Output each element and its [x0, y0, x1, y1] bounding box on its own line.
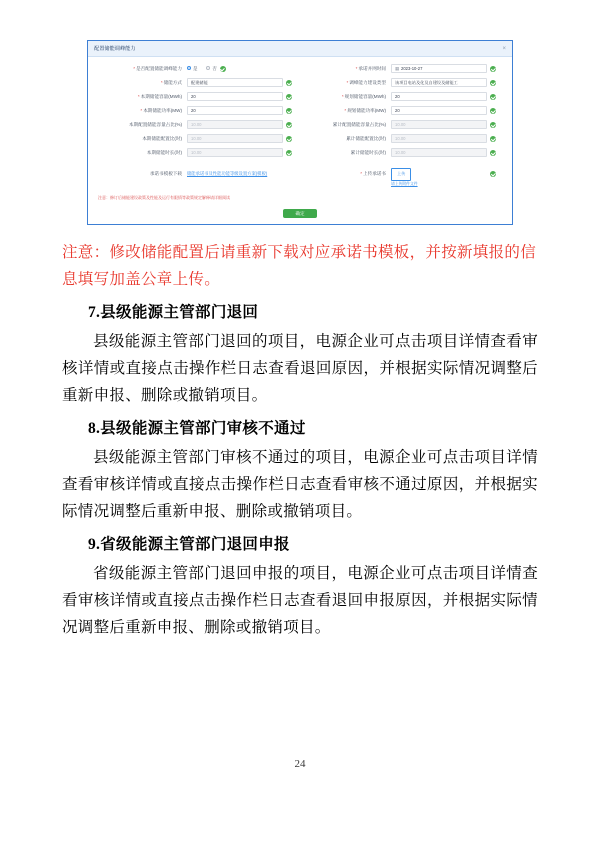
dialog-body	[88, 57, 512, 207]
valid-check-icon	[490, 80, 496, 86]
input-current-power[interactable]: 20	[187, 106, 283, 115]
form-row	[96, 120, 504, 129]
section-heading-7: 7.县级能源主管部门退回	[88, 304, 259, 322]
close-icon[interactable]: ×	[502, 45, 506, 52]
select-storage-mode[interactable]: 配建储能	[187, 78, 283, 87]
submit-button[interactable]: 确定	[283, 209, 316, 219]
form-row	[96, 148, 504, 157]
form-row	[96, 92, 504, 101]
field-grid-connection-date	[300, 64, 504, 73]
radio-group-storage-capability[interactable]	[187, 66, 217, 72]
section-body-7: 县级能源主管部门退回的项目，电源企业可点击项目详情查看审核详情或直接点击操作栏日志查看退回原因，并根据实际情况调整后重新申报、删除或撤销项目。	[62, 333, 538, 405]
page-number: 24	[294, 758, 306, 770]
dialog-title-bar	[88, 41, 512, 57]
field-current-power	[96, 106, 300, 115]
field-label: *储能方式	[160, 79, 182, 85]
field-label: 承诺书模板下载	[149, 171, 182, 177]
upload-area	[391, 162, 487, 187]
field-planned-capacity	[300, 92, 504, 101]
field-label: 累计储能时长(时)	[350, 149, 386, 155]
field-label: *是否配置储能调峰能力	[133, 65, 182, 71]
field-current-capacity-ratio	[96, 120, 300, 129]
field-total-capacity-ratio	[300, 120, 504, 129]
valid-check-icon	[286, 136, 292, 142]
input-total-config-ratio: 10.00	[391, 134, 487, 143]
form-row	[96, 64, 504, 73]
field-label: *承诺并网时间	[355, 65, 386, 71]
valid-check-icon	[220, 66, 226, 72]
field-storage-mode	[96, 78, 300, 87]
section-body-9: 省级能源主管部门退回申报的项目，电源企业可点击项目详情查看审核详情或直接点击操作栏日志查看退回申报原因，并根据实际情况调整后重新申报、删除或撤销项目。	[62, 565, 538, 637]
date-input-grid-connection[interactable]: ▦ 2023-10-27	[391, 64, 487, 73]
input-current-duration: 10.00	[187, 148, 283, 157]
valid-check-icon	[286, 94, 292, 100]
section-heading-8: 8.县级能源主管部门审核不通过	[88, 420, 306, 438]
form-row	[96, 78, 504, 87]
input-current-capacity[interactable]: 20	[187, 92, 283, 101]
field-label: 累计配置储能容量占比(%)	[332, 121, 386, 127]
dialog-footer	[88, 207, 512, 225]
field-label: *上传承诺书	[360, 171, 386, 177]
select-peak-type[interactable]: 该项目电站及化及自建设及储能工	[391, 78, 487, 87]
field-label: *规划储能功率(MW)	[344, 107, 386, 113]
dialog-title: 配置储能调峰能力	[94, 46, 136, 52]
valid-check-icon	[286, 108, 292, 114]
radio-dot-icon	[187, 66, 191, 70]
valid-check-icon	[286, 150, 292, 156]
field-label: 本期储能配置比(时)	[142, 135, 182, 141]
field-storage-capability	[96, 66, 300, 72]
embedded-screenshot	[87, 40, 513, 225]
input-total-duration: 10.00	[391, 148, 487, 157]
section-body-8: 县级能源主管部门审核不通过的项目，电源企业可点击项目详情查看审核详情或直接点击操作栏日志查看审核不通过原因，并根据实际情况调整后重新申报、删除或撤销项目。	[62, 449, 538, 521]
form-row	[96, 134, 504, 143]
field-label: 累计储能配置比(时)	[346, 135, 386, 141]
valid-check-icon	[490, 108, 496, 114]
field-label: 本期配置储能容量占比(%)	[128, 121, 182, 127]
dialog-warning-note: 注意：修订后储能建设政策及性能及运行有限情等政策规定解释请详细阅读	[98, 194, 230, 200]
input-planned-capacity[interactable]: 20	[391, 92, 487, 101]
field-peak-type	[300, 78, 504, 87]
valid-check-icon	[490, 136, 496, 142]
field-total-duration	[300, 148, 504, 157]
valid-check-icon	[490, 66, 496, 72]
template-download-link[interactable]: 储能承诺书及性能功能等级设置方案(模板)	[187, 171, 268, 177]
valid-check-icon	[286, 80, 292, 86]
radio-option-no[interactable]: 否	[206, 66, 216, 72]
field-upload-commitment	[300, 162, 504, 187]
upload-hint: 请上传附件文件	[391, 181, 418, 186]
section-heading-9: 9.省级能源主管部门退回申报	[88, 536, 290, 554]
valid-check-icon	[490, 150, 496, 156]
field-label: *调峰能力建设类型	[346, 79, 386, 85]
input-current-config-ratio: 10.00	[187, 134, 283, 143]
radio-option-yes[interactable]: 是	[187, 66, 197, 72]
field-current-duration	[96, 148, 300, 157]
red-note: 注意：修改储能配置后请重新下载对应承诺书模板，并按新填报的信息填写加盖公章上传。	[62, 244, 537, 289]
form-row	[96, 162, 504, 187]
page-content	[62, 40, 538, 643]
valid-check-icon	[490, 171, 496, 177]
field-label: *本期储能功率(MW)	[140, 107, 182, 113]
field-label: 本期储能时长(时)	[146, 149, 182, 155]
field-label: *本期储能容量(MWh)	[137, 93, 182, 99]
field-label: *规划储能容量(MWh)	[341, 93, 386, 99]
upload-button[interactable]: 上传	[391, 168, 411, 181]
input-total-capacity-ratio: 10.00	[391, 120, 487, 129]
valid-check-icon	[490, 122, 496, 128]
valid-check-icon	[286, 122, 292, 128]
field-current-config-ratio	[96, 134, 300, 143]
field-total-config-ratio	[300, 134, 504, 143]
field-template-download	[96, 171, 300, 177]
input-planned-power[interactable]: 20	[391, 106, 487, 115]
valid-check-icon	[490, 94, 496, 100]
radio-dot-icon	[206, 66, 210, 70]
input-current-capacity-ratio: 10.00	[187, 120, 283, 129]
calendar-icon: ▦	[395, 65, 400, 71]
field-planned-power	[300, 106, 504, 115]
form-row	[96, 106, 504, 115]
field-current-capacity	[96, 92, 300, 101]
